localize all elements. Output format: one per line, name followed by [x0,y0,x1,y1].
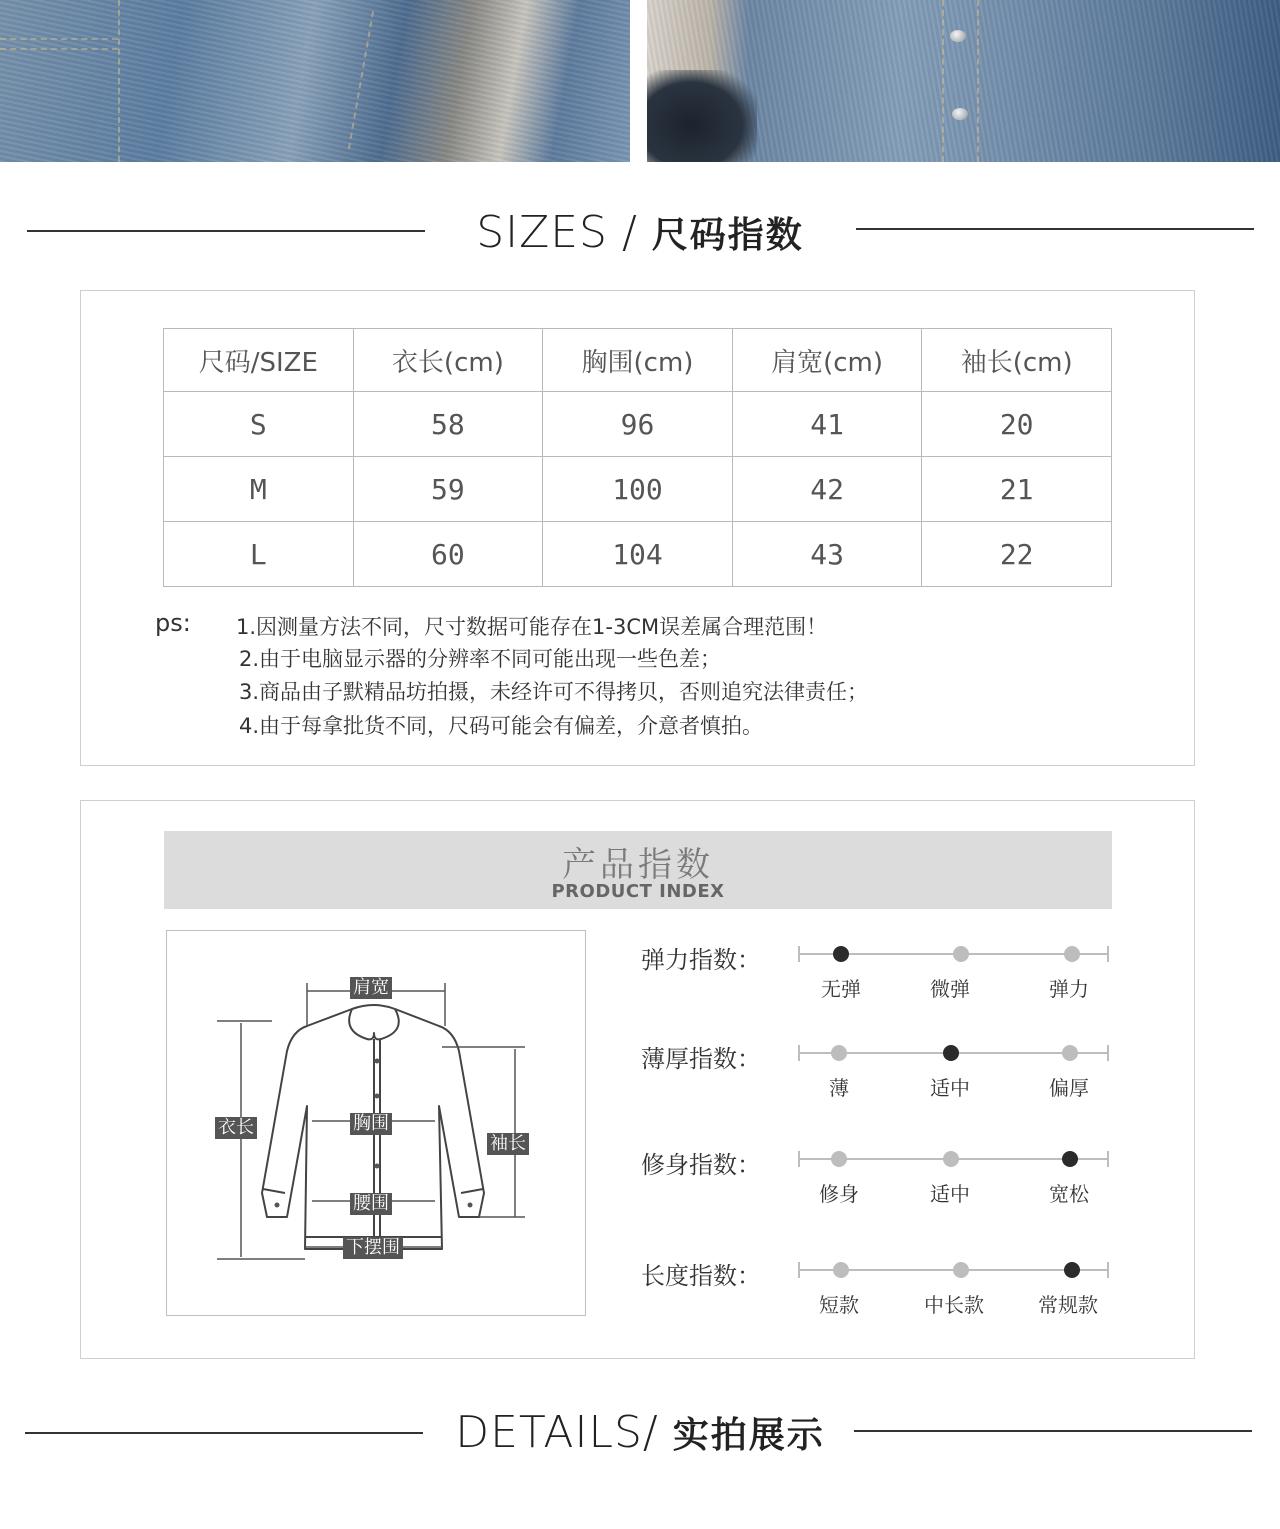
sizes-title-separator: / [621,207,638,258]
index-label: 修身指数： [641,1151,761,1179]
scale-tick [1107,1151,1109,1167]
table-cell: 42 [732,457,922,522]
index-dot [1064,946,1080,962]
note-item: 3.商品由子默精品坊拍摄，未经许可不得拷贝，否则追究法律责任； [239,680,869,704]
table-header-cell: 肩宽(cm) [732,329,922,392]
table-cell: M [164,457,354,522]
index-dot [943,1151,959,1167]
placket-seam [977,0,979,162]
index-dot [831,1151,847,1167]
diagram-label-length: 衣长 [215,1117,257,1139]
table-cell: 60 [353,522,543,587]
note-item: 4.由于每拿批货不同，尺码可能会有偏差，介意者慎拍。 [239,714,764,738]
table-cell: 41 [732,392,922,457]
scale-tick [798,1262,800,1278]
product-index-title-cn: 产品指数 [562,845,714,885]
index-dot [1062,1151,1078,1167]
stitch-seam [0,38,118,40]
index-option: 中长款 [924,1293,984,1317]
table-row [164,457,1112,522]
index-option: 常规款 [1038,1293,1098,1317]
product-index-banner [164,831,1112,909]
scale-tick [798,1151,800,1167]
sizes-title-en: SIZES [476,207,608,258]
table-cell: 104 [543,522,733,587]
table-row [164,522,1112,587]
scale-tick [1107,1262,1109,1278]
product-index-title-en: PRODUCT INDEX [551,881,725,902]
table-cell: 100 [543,457,733,522]
diagram-label-sleeve: 袖长 [487,1133,529,1155]
table-cell: 58 [353,392,543,457]
table-cell: 59 [353,457,543,522]
index-option: 适中 [930,1076,970,1100]
scale-tick [1107,1045,1109,1061]
table-row [164,392,1112,457]
index-label: 长度指数： [641,1262,761,1290]
stitch-seam [118,0,120,162]
index-label: 薄厚指数： [641,1045,761,1073]
index-option: 修身 [819,1182,859,1206]
index-option: 宽松 [1049,1182,1089,1206]
index-dot [953,1262,969,1278]
table-header-cell: 袖长(cm) [922,329,1112,392]
table-cell: 43 [732,522,922,587]
sizes-section-title [0,207,1280,262]
scale-tick [1107,946,1109,962]
index-option: 无弹 [821,977,861,1001]
details-title-cn: 实拍展示 [672,1415,825,1456]
table-cell: 22 [922,522,1112,587]
placket-seam [942,0,944,162]
snap-button [950,30,966,42]
garment-measurement-diagram [166,930,586,1316]
note-item: 2.由于电脑显示器的分辨率不同可能出现一些色差； [239,647,722,671]
notes-label: ps: [155,609,191,637]
table-cell: S [164,392,354,457]
index-option: 偏厚 [1049,1076,1089,1100]
snap-button [952,108,968,120]
photo-shadow [647,70,757,162]
index-label: 弹力指数： [641,946,761,974]
table-cell: 20 [922,392,1112,457]
table-header-cell: 尺码/SIZE [164,329,354,392]
stitch-seam [0,48,118,50]
table-header-cell: 胸围(cm) [543,329,733,392]
stitch-seam [348,11,374,149]
details-title-en: DETAILS [455,1407,643,1458]
index-dot [1064,1262,1080,1278]
index-dot [833,1262,849,1278]
size-table [163,328,1112,587]
index-option: 适中 [930,1182,970,1206]
table-header-cell: 衣长(cm) [353,329,543,392]
table-cell: L [164,522,354,587]
product-photo-left [0,0,630,162]
index-dot [943,1045,959,1061]
diagram-label-hem: 下摆围 [343,1237,403,1259]
details-section-title [0,1407,1280,1462]
details-title-separator: / [642,1407,659,1458]
note-item: 1.因测量方法不同，尺寸数据可能存在1-3CM误差属合理范围！ [236,615,828,639]
scale-tick [798,946,800,962]
product-photo-right [647,0,1280,162]
index-option: 微弹 [930,977,970,1001]
table-header-row [164,329,1112,392]
index-dot [1062,1045,1078,1061]
index-option: 薄 [829,1076,849,1100]
table-cell: 21 [922,457,1112,522]
index-dot [831,1045,847,1061]
scale-tick [798,1045,800,1061]
diagram-label-waist: 腰围 [350,1193,392,1215]
diagram-label-shoulder: 肩宽 [350,977,392,999]
index-dot [953,946,969,962]
sizes-title-cn: 尺码指数 [651,215,804,256]
index-option: 短款 [819,1293,859,1317]
index-dot [833,946,849,962]
index-option: 弹力 [1049,977,1089,1001]
diagram-label-chest: 胸围 [350,1113,392,1135]
table-cell: 96 [543,392,733,457]
